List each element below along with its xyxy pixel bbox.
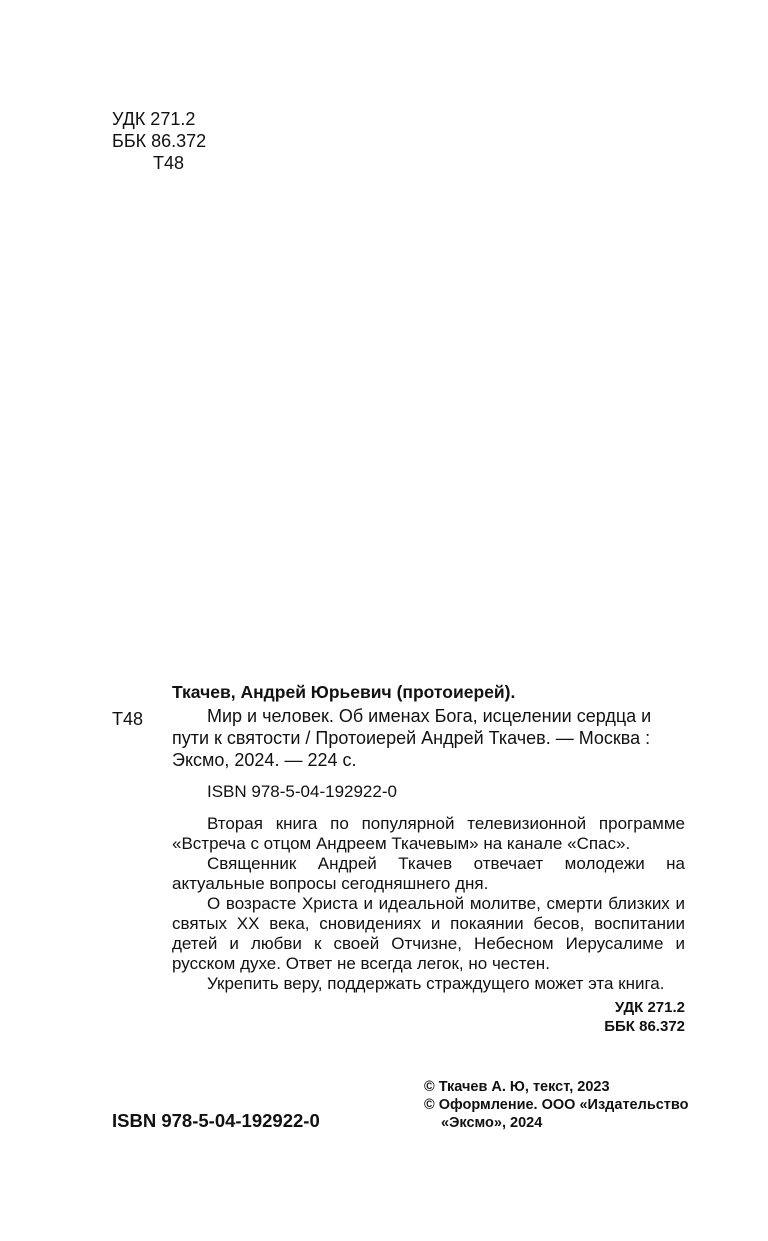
annotation-paragraph: Вторая книга по популярной телевизионной программе «Встреча с отцом Андреем Ткачевым» на канале «Спас». <box>172 814 685 853</box>
record-author-sign: Т48 <box>112 709 144 729</box>
record-classification <box>485 998 685 1036</box>
copyright-design-cont: «Эксмо», 2024 <box>441 1115 543 1131</box>
annotation-paragraph: Укрепить веру, поддержать страждущего может эта книга. <box>207 974 665 993</box>
record-udk: УДК 271.2 <box>614 999 685 1016</box>
copyright-text: © Ткачев А. Ю, текст, 2023 <box>424 1079 610 1095</box>
top-bbk: ББК 86.372 <box>112 131 207 151</box>
record-title <box>172 705 685 771</box>
annotation-paragraph: Священник Андрей Ткачев отвечает молодежи на актуальные вопросы сегодняшнего дня. <box>172 854 685 893</box>
annotation <box>172 814 685 994</box>
top-author-sign: Т48 <box>153 153 185 173</box>
record-isbn: ISBN 978-5-04-192922-0 <box>207 782 397 801</box>
title-line: Мир и человек. Об именах Бога, исцелении сердца и <box>207 706 652 726</box>
record-bbk: ББК 86.372 <box>604 1018 685 1035</box>
copyright-design: © Оформление. ООО «Издательство <box>424 1097 689 1113</box>
copyright-block <box>424 1078 724 1132</box>
title-line: Эксмо, 2024. — 224 с. <box>172 750 357 770</box>
annotation-paragraph: О возрасте Христа и идеальной молитве, смерти близких и святых XX века, сновидениях и покаянии бесов, воспитании детей и любви к своей Отчизне, Небесном Иерусалиме и русском духе. Ответ не всегда легок, но честен. <box>172 894 685 973</box>
top-classification <box>112 108 312 174</box>
record-heading: Ткачев, Андрей Юрьевич (протоиерей). <box>172 682 516 702</box>
top-udk: УДК 271.2 <box>112 109 196 129</box>
footer-isbn: ISBN 978-5-04-192922-0 <box>112 1110 320 1131</box>
title-line: пути к святости / Протоиерей Андрей Ткачев. — Москва : <box>172 728 651 748</box>
